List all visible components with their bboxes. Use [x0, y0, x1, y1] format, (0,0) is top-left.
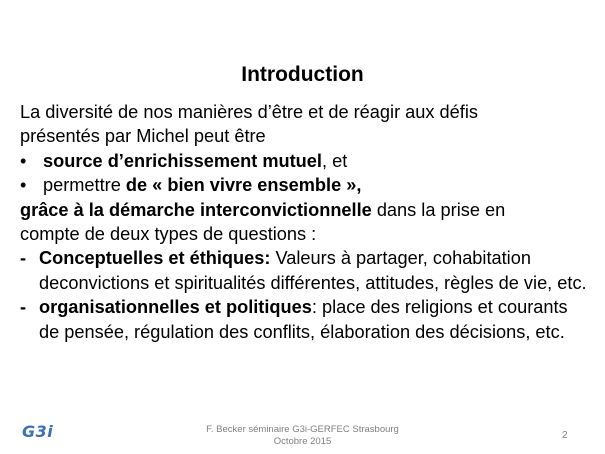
grace-rest: dans la prise en: [371, 199, 506, 220]
dash-2-rest: : place des religions et courants de pensée, régulation des conflits, élaboration des décisions, etc.: [39, 297, 568, 342]
dash-item-2: [20, 295, 590, 344]
bullet-icon: •: [20, 150, 27, 171]
footer-text: [0, 424, 605, 448]
footer-line-2: Octobre 2015: [273, 436, 332, 447]
page-number: 2: [562, 430, 568, 441]
dash-2-bold: organisationnelles et politiques: [39, 297, 312, 318]
bullet-1-bold: source d’enrichissement mutuel: [43, 150, 322, 171]
slide-footer: [0, 424, 605, 454]
slide-body: [20, 100, 590, 344]
dash-item-1: [20, 246, 590, 295]
dash-1-rest: Valeurs à partager, cohabitation deconvictions et spiritualités différentes, attitudes, règles de vie, etc.: [39, 248, 587, 293]
bullet-1-rest: , et: [321, 150, 348, 171]
footer-line-1: F. Becker séminaire G3i-GERFEC Strasbourg: [206, 424, 399, 435]
grace-line-1: [20, 198, 590, 222]
intro-line-1: La diversité de nos manières d’être et de réagir aux défis: [20, 102, 478, 122]
bullet-item-1: [20, 149, 590, 173]
dash-1-bold: Conceptuelles et éthiques:: [39, 248, 271, 269]
dash-bullet-icon: -: [20, 297, 27, 318]
intro-line-2: présentés par Michel peut être: [20, 126, 266, 147]
slide-title: Introduction: [241, 63, 364, 86]
bullet-item-2: [20, 173, 590, 197]
dash-bullet-icon: -: [20, 248, 27, 269]
bullet-2-pre: permettre: [43, 175, 126, 196]
grace-line-2: compte de deux types de questions :: [20, 224, 317, 245]
g3i-logo: G3i: [22, 422, 54, 441]
grace-bold: grâce à la démarche interconvictionnelle: [20, 199, 372, 220]
bullet-icon: •: [20, 175, 27, 196]
bullet-2-bold: de « bien vivre ensemble »,: [125, 175, 362, 196]
